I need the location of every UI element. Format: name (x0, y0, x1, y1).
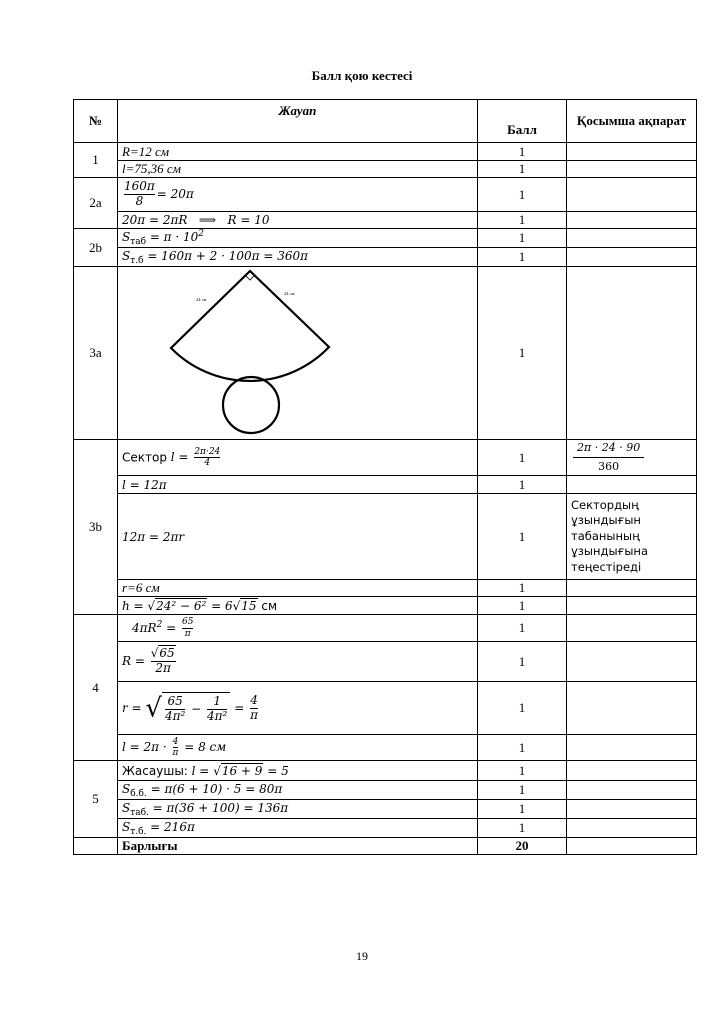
task-number: 3b (74, 440, 118, 615)
equals: = (230, 700, 249, 715)
equation: 12π = 2πr (122, 529, 185, 544)
header-score: Балл (478, 100, 567, 143)
radicand: 65 (159, 646, 175, 661)
answer-cell: r = √ $\frac{65}{\text{4π²}}$ − $\frac{1}{\text{4π²}}$ = $\frac{4}{\pi}$ (118, 682, 478, 735)
answer-cell: R=12 см (118, 143, 478, 161)
fraction-denominator: π (172, 748, 179, 758)
answer-cell (118, 476, 478, 494)
score-cell: 1 (478, 682, 567, 735)
fraction-denominator: π (182, 628, 193, 639)
extra-cell (567, 580, 697, 597)
total-label: Барлығы (118, 838, 478, 855)
table-row (74, 800, 697, 819)
extra-cell (567, 800, 697, 819)
extra-cell (567, 248, 697, 267)
subscript: т.б. (130, 827, 147, 837)
score-cell: 1 (478, 494, 567, 580)
answer-cell: l=75,36 см (118, 161, 478, 178)
symbol: l = (191, 763, 214, 778)
answer-cell: h = √24² − 6² = 6√15 см (118, 597, 478, 615)
symbol: S (122, 782, 131, 796)
score-cell: 1 (478, 819, 567, 838)
table-row (74, 819, 697, 838)
extra-cell (567, 161, 697, 178)
fraction-numerator: 4 (250, 692, 258, 707)
equation-rest: = π(6 + 10) · 5 = 80π (146, 782, 283, 796)
answer-cell (118, 819, 478, 838)
fraction-numerator: 2π · 24 · 90 (577, 441, 641, 454)
symbol: S (122, 249, 131, 263)
fraction-denominator: 4 (194, 457, 220, 468)
fraction-numerator: 65 (181, 617, 194, 628)
equation-rest: = 20π (156, 187, 194, 201)
table-row (74, 248, 697, 267)
answer-cell (118, 735, 478, 761)
table-row (74, 476, 697, 494)
equation-rest: = 5 (263, 763, 289, 778)
answer-cell (118, 615, 478, 642)
answer-cell (118, 440, 478, 476)
fraction-numerator: 65 (167, 694, 183, 709)
subscript: таб (130, 237, 146, 247)
base-circle (223, 377, 279, 433)
equation-rest: = 6 (207, 598, 233, 613)
cone-net-drawing (118, 267, 478, 439)
score-cell: 1 (478, 440, 567, 476)
table-row (74, 143, 697, 161)
fraction-denominator: 8 (124, 194, 155, 209)
radicand: 24² − 6² (156, 598, 207, 613)
table-row (74, 212, 697, 229)
fraction-numerator: 4 (172, 736, 179, 747)
extra-cell (567, 267, 697, 440)
table-row (74, 781, 697, 800)
total-empty-cell (74, 838, 118, 855)
text: Жасаушы: (122, 763, 192, 778)
fraction-denominator: π (250, 707, 258, 722)
extra-cell (567, 735, 697, 761)
radicand: 15 (241, 598, 257, 613)
equation-rest: = 216π (146, 820, 195, 834)
equation: l = 12π (122, 477, 167, 492)
table-row (74, 735, 697, 761)
equation-rest: = 160π + 2 · 100π = 360π (143, 249, 309, 263)
table-row (74, 440, 697, 476)
fraction-denominator: 360 (573, 457, 644, 474)
score-cell: 1 (478, 735, 567, 761)
score-cell: 1 (478, 597, 567, 615)
score-table (73, 99, 697, 855)
table-row (74, 597, 697, 615)
extra-cell (567, 597, 697, 615)
score-cell: 1 (478, 761, 567, 781)
task-number: 4 (74, 615, 118, 761)
equation: 20π = 2πR ⟹ R = 10 (122, 213, 270, 227)
score-cell: 1 (478, 580, 567, 597)
table-row (74, 615, 697, 642)
header-answer: Жауап (118, 100, 478, 143)
answer-cell (118, 800, 478, 819)
symbol: 4πR (132, 620, 157, 635)
text: Сектор (122, 450, 171, 464)
subscript: т.б (130, 256, 144, 266)
score-cell: 1 (478, 229, 567, 248)
symbol: l = (170, 450, 193, 464)
fraction-numerator: 1 (213, 694, 222, 709)
equation-rest: = π(36 + 100) = 136π (148, 801, 289, 815)
score-cell: 1 (478, 248, 567, 267)
page-number: 19 (356, 949, 368, 963)
answer-cell (118, 267, 478, 440)
task-number: 2a (74, 178, 118, 229)
page-title: Балл қою кестесі (311, 68, 413, 83)
answer-cell (118, 494, 478, 580)
answer-cell (118, 229, 478, 248)
task-number: 3a (74, 267, 118, 440)
extra-note: Сектордың ұзындығын табанының ұзындығына теңестіреді (567, 494, 697, 580)
total-value: 20 (478, 838, 567, 855)
subscript: б.б. (130, 789, 147, 799)
table-row (74, 494, 697, 580)
extra-cell (567, 178, 697, 212)
symbol: r = (122, 700, 146, 715)
score-cell: 1 (478, 143, 567, 161)
score-cell: 1 (478, 212, 567, 229)
superscript: 2 (156, 619, 163, 630)
extra-cell (567, 781, 697, 800)
table-row (74, 761, 697, 781)
answer-cell (118, 178, 478, 212)
extra-cell (567, 642, 697, 682)
radicand: 16 + 9 (221, 763, 263, 778)
score-cell: 1 (478, 267, 567, 440)
table-row (74, 682, 697, 735)
left-dimension-label: 24 см (196, 297, 207, 302)
superscript: 2 (198, 229, 205, 239)
minus: − (187, 702, 206, 716)
extra-cell (567, 143, 697, 161)
symbol: S (122, 820, 131, 834)
fraction-denominator: 4π² (207, 709, 228, 723)
subscript: таб. (130, 808, 149, 818)
extra-cell (567, 229, 697, 248)
table-row (74, 229, 697, 248)
equation-rest: = 8 см (180, 740, 227, 754)
table-row (74, 642, 697, 682)
answer-cell: Жасаушы: l = √16 + 9 = 5 (118, 761, 478, 781)
fraction-denominator: 2π (151, 661, 176, 676)
equation-rest: = π · 10 (146, 230, 199, 244)
task-number: 5 (74, 761, 118, 838)
table-row (74, 161, 697, 178)
answer-cell: r=6 см (118, 580, 478, 597)
extra-cell (567, 212, 697, 229)
symbol: R = (122, 654, 149, 668)
symbol: l = 2π · (122, 740, 171, 754)
fraction-numerator: 160π (124, 179, 155, 194)
symbol: h = (122, 598, 148, 613)
score-cell: 1 (478, 781, 567, 800)
table-row (74, 580, 697, 597)
score-cell: 1 (478, 178, 567, 212)
answer-cell (118, 781, 478, 800)
extra-cell (567, 476, 697, 494)
unit: см (257, 598, 278, 613)
extra-cell (567, 838, 697, 855)
score-cell: 1 (478, 615, 567, 642)
symbol: S (122, 230, 131, 244)
header-row (74, 100, 697, 143)
score-cell: 1 (478, 161, 567, 178)
answer-cell (118, 248, 478, 267)
extra-cell (567, 440, 697, 476)
task-number: 1 (74, 143, 118, 178)
score-cell: 1 (478, 642, 567, 682)
sector-shape (171, 271, 329, 381)
score-cell: 1 (478, 476, 567, 494)
fraction-numerator: 2π·24 (194, 446, 221, 457)
equals: = (162, 620, 180, 635)
score-cell: 1 (478, 800, 567, 819)
right-dimension-label: 24 см (284, 291, 295, 296)
extra-cell (567, 819, 697, 838)
fraction-denominator: 4π² (165, 709, 186, 723)
extra-cell (567, 761, 697, 781)
symbol: S (122, 801, 131, 815)
task-number: 2b (74, 229, 118, 267)
table-row (74, 178, 697, 212)
header-extra: Қосымша ақпарат (567, 100, 697, 143)
extra-cell (567, 615, 697, 642)
table-row (74, 267, 697, 440)
answer-cell: R = $\frac{√65}{2\pi}$ (118, 642, 478, 682)
answer-cell (118, 212, 478, 229)
header-no: № (74, 100, 118, 143)
extra-cell (567, 682, 697, 735)
total-row (74, 838, 697, 855)
